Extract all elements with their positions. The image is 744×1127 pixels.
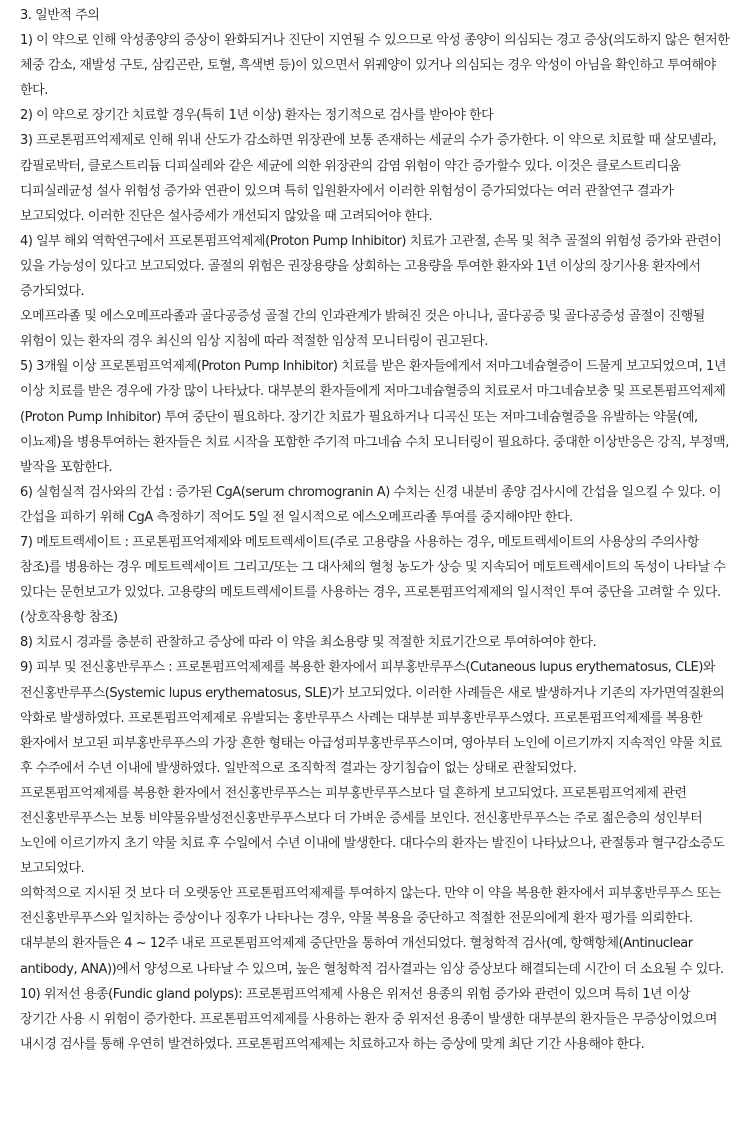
paragraph-10: 10) 위저선 용종(Fundic gland polyps): 프로톤펌프억제제 사용은 위저선 용종의 위험 증가와 관련이 있으며 특히 1년 이상 장기간 사용 시 위험이 증가한다. 프로톤펌프억제제를 사용하는 환자 중 위저선 용종이 발생한 대부분의 환자들은 무증상이었으며 내시경 검사를 통해 우연히 발견하였다. 프로톤펌프억제제는 치료하고자 하는 증상에 맞게 최단 기간 사용해야 한다.	[20, 986, 717, 1052]
paragraph-1: 1) 이 약으로 인해 악성종양의 증상이 완화되거나 진단이 지연될 수 있으므로 악성 종양이 의심되는 경고 증상(의도하지 않은 현저한 체중 감소, 재발성 구토, 삼킴곤란, 토혈, 흑색변 등)이 있으면서 위궤양이 있거나 의심되는 경우 악성이 아님을 확인하고 투여해야 한다.	[20, 33, 730, 99]
paragraph-9-continued-management: 의학적으로 지시된 것 보다 더 오랫동안 프로톤펌프억제제를 투여하지 않는다. 만약 이 약을 복용한 환자에서 피부홍반루푸스 또는 전신홍반루푸스와 일치하는 증상이나 징후가 나타나는 경우, 약물 복용을 중단하고 적절한 전문의에게 환자 평가를 의뢰한다. 대부분의 환자들은 4 ~ 12주 내로 프로톤펌프억제제 중단만을 통하여 개선되었다. 혈청학적 검사(예, 항핵항체(Antinuclear antibody, ANA))에서 양성으로 나타날 수 있으며, 높은 혈청학적 검사결과는 임상 증상보다 해결되는데 시간이 더 소요될 수 있다.	[20, 886, 724, 977]
paragraph-3: 3) 프로톤펌프억제제로 인해 위내 산도가 감소하면 위장관에 보통 존재하는 세균의 수가 증가한다. 이 약으로 치료할 때 살모넬라, 캄필로박터, 클로스트리듐 디피실레와 같은 세균에 의한 위장관의 감염 위험이 약간 증가할수 있다. 이것은 클로스트리디움 디피실레균성 설사 위험성 증가와 연관이 있으며 특히 입원환자에서 이러한 위험성이 증가되었다는 여러 관찰연구 결과가 보고되었다. 이러한 진단은 설사증세가 개선되지 않았을 때 고려되어야 한다.	[20, 133, 717, 224]
paragraph-4-continued: 오메프라졸 및 에스오메프라졸과 골다공증성 골절 간의 인과관계가 밝혀진 것은 아니나, 골다공증 및 골다공증성 골절이 진행될 위험이 있는 환자의 경우 최신의 임상 지침에 따라 적절한 임상적 모니터링이 권고된다.	[20, 309, 705, 350]
paragraph-8: 8) 치료시 경과를 충분히 관찰하고 증상에 따라 이 약을 최소용량 및 적절한 치료기간으로 투여하여야 한다.	[20, 635, 597, 651]
paragraph-5: 5) 3개월 이상 프로톤펌프억제제(Proton Pump Inhibitor) 치료를 받은 환자들에게서 저마그네슘혈증이 드물게 보고되었으며, 1년 이상 치료를 받은 경우에 가장 많이 나타났다. 대부분의 환자들에게 저마그네슘혈증의 치료로서 마그네슘보충 및 프로톤펌프억제제(Proton Pump Inhibitor) 투여 중단이 필요하다. 장기간 치료가 필요하거나 디곡신 또는 저마그네슘혈증을 유발하는 약물(예, 이뇨제)을 병용투여하는 환자들은 치료 시작을 포함한 주기적 마그네슘 수치 모니터링이 필요하다. 중대한 이상반응은 강직, 부정맥, 발작을 포함한다.	[20, 359, 729, 475]
paragraph-4: 4) 일부 해외 역학연구에서 프로톤펌프억제제(Proton Pump Inhibitor) 치료가 고관절, 손목 및 척추 골절의 위험성 증가와 관련이 있을 가능성이 있다고 보고되었다. 골절의 위험은 권장용량을 상회하는 고용량을 투여한 환자와 1년 이상의 장기사용 환자에서 증가되었다.	[20, 233, 722, 300]
paragraph-2: 2) 이 약으로 장기간 치료할 경우(특히 1년 이상) 환자는 정기적으로 검사를 받아야 한다	[20, 108, 494, 124]
section-title: 3. 일반적 주의	[20, 8, 100, 23]
paragraph-7: 7) 메토트렉세이트 : 프로톤펌프억제제와 메토트렉세이트(주로 고용량을 사용하는 경우, 메토트렉세이트의 사용상의 주의사항 참조)를 병용하는 경우 메토트렉세이트 그리고/또는 그 대사체의 혈청 농도가 상승 및 지속되어 메토트렉세이트의 독성이 나타날 수 있다는 문헌보고가 있었다. 고용량의 메토트렉세이트를 사용하는 경우, 프로톤펌프억제제의 일시적인 투여 중단을 고려할 수 있다.(상호작용항 참조)	[20, 534, 726, 626]
paragraph-9: 9) 피부 및 전신홍반루푸스 : 프로톤펌프억제제를 복용한 환자에서 피부홍반루푸스(Cutaneous lupus erythematosus, CLE)와 전신홍반루푸스(Systemic lupus erythematosus, SLE)가 보고되었다. 이러한 사례들은 새로 발생하거나 기존의 자가면역질환의 악화로 발생하였다. 프로톤펌프억제제로 유발되는 홍반루푸스 사례는 대부분 피부홍반루푸스였다. 프로톤펌프억제제를 복용한 환자에서 보고된 피부홍반루푸스의 가장 흔한 형태는 아급성피부홍반루푸스이며, 영아부터 노인에 이르기까지 지속적인 약물 치료 후 수주에서 수년 이내에 발생하였다. 일반적으로 조직학적 결과는 장기침습이 없는 상태로 관찰되었다.	[20, 660, 725, 776]
paragraph-6: 6) 실험실적 검사와의 간섭 : 증가된 CgA(serum chromogranin A) 수치는 신경 내분비 종양 검사시에 간섭을 일으킬 수 있다. 이 간섭을 피하기 위해 CgA 측정하기 적어도 5일 전 일시적으로 에스오메프라졸 투여를 중지해야만 한다.	[20, 484, 721, 525]
paragraph-9-continued-sle: 프로톤펌프억제제를 복용한 환자에서 전신홍반루푸스는 피부홍반루푸스보다 덜 흔하게 보고되었다. 프로톤펌프억제제 관련 전신홍반루푸스는 보통 비약물유발성전신홍반루푸스보다 더 가벼운 증세를 보인다. 전신홍반루푸스는 주로 젊은층의 성인부터 노인에 이르기까지 초기 약물 치료 후 수일에서 수년 이내에 발생한다. 대다수의 환자는 발진이 나타났으나, 관절통과 혈구감소증도 보고되었다.	[20, 785, 725, 877]
